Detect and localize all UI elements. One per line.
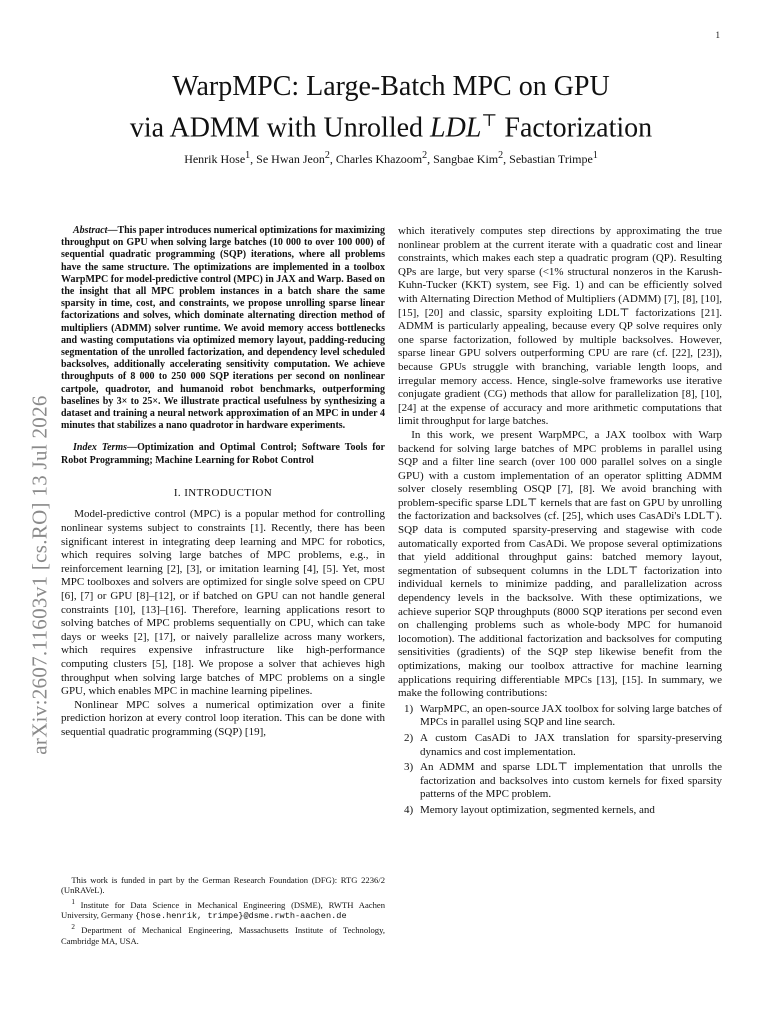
author-affiliation: 2	[498, 150, 504, 161]
intro-paragraph-2: Nonlinear MPC solves a numerical optimization over a finite prediction horizon at every control loop iteration. This can be done with sequential quadratic programming (SQP) [19],	[61, 698, 385, 738]
title-line-2	[0, 104, 782, 145]
footnotes	[61, 875, 385, 947]
list-item-text: Memory layout optimization, segmented kernels, and	[420, 803, 655, 816]
author-list: Henrik Hose$^1$, Se Hwan Jeon$^2$, Charles Khazoom$^2$, Sangbae Kim$^2$, Sebastian Trimpe$^1$	[184, 150, 598, 166]
author-name: Charles Khazoom	[335, 152, 423, 166]
list-item	[398, 761, 722, 802]
page-number: 1	[715, 30, 720, 40]
abstract-lead: Abstract	[73, 225, 108, 236]
footnote-email[interactable]: {hose.henrik, trimpe}@dsme.rwth-aachen.de	[135, 911, 347, 922]
section-heading-introduction: I. INTRODUCTION	[173, 486, 273, 499]
right-column	[398, 225, 722, 820]
footnote-mark: 2	[71, 923, 75, 932]
author-affiliation: 2	[324, 150, 330, 161]
title-line-1: WarpMPC: Large-Batch MPC on GPU	[172, 71, 610, 102]
arxiv-stamp	[20, 375, 60, 775]
list-item-text: An ADMM and sparse LDL⊤ implementation that unrolls the factorization and backsolves into custom kernels for fixed sparsity patterns of the MPC problem.	[420, 761, 722, 801]
arxiv-id: arXiv:2607.11603v1 [cs.RO] 13 Jul 2026	[27, 395, 52, 755]
title-line-2-post: Factorization	[497, 112, 653, 144]
abstract	[61, 225, 385, 432]
author-name: Sebastian Trimpe	[509, 152, 593, 166]
author-affiliation: 1	[245, 150, 251, 161]
contribution-list	[398, 703, 722, 818]
list-item	[398, 804, 722, 818]
footnote-mark: 1	[71, 897, 75, 906]
right-paragraph-1: which iteratively computes step directions by approximating the true nonlinear problem at the current iterate with a quadratic cost and linear constraints, which makes each step a quadratic program (QP). Resulting QPs are large, but very sparse (<1% structural nonzeros in the Karush-Kuhn-Tucker (KKT) system, see Fig. 1) and can be efficiently solved with Alternating Direction Method of Multipliers (ADMM) [7], [8], [10], [15], [20] and classic, sparsity exploiting LDL⊤ factorizations [21]. ADMM is particularly appealing, because every QP solve requires only one sparse factorization, followed by multiple backsolves. However, sparse linear GPU solvers outperforming CPU are rare (cf. [22], [23]), because GPUs struggle with branching, variable length loops, and irregular memory access. Hence, single-solve frameworks use iterative conjugate gradient (CG) methods that allow for parallelization [8], [10], [24] at the expense of accuracy and more arithmetic computations that limit throughput for large batches.	[398, 225, 722, 428]
list-item-text: WarpMPC, an open-source JAX toolbox for solving large batches of MPCs in parallel using SQP and line search.	[420, 702, 722, 729]
list-item-number: 2)	[404, 731, 414, 744]
index-terms	[61, 442, 385, 466]
footnote-affiliation-1-text: Institute for Data Science in Mechanical Engineering (DSME), RWTH Aachen University, Germany	[61, 899, 385, 921]
footnote-funding: This work is funded in part by the German Research Foundation (DFG): RTG 2236/2 (UnRAVeL).	[61, 875, 385, 896]
title-math: LDL	[430, 112, 482, 144]
list-item	[398, 732, 722, 759]
paper-title	[0, 70, 782, 145]
footnote-affiliation-2	[61, 922, 385, 946]
author-name: Henrik Hose	[184, 152, 246, 166]
list-item-number: 4)	[404, 803, 414, 816]
index-terms-lead: Index Terms	[73, 442, 128, 454]
footnote-affiliation-1	[61, 897, 385, 922]
author-affiliation: 2	[422, 150, 428, 161]
title-line-2-pre: via ADMM with Unrolled	[129, 112, 431, 144]
intro-paragraph-1: Model-predictive control (MPC) is a popular method for controlling nonlinear systems subject to constraints [1]. Recently, there has been significant interest in integrating deep learning and MPC for robotics, which requires solving large batches of MPC problems, e.g., in reinforcement learning [2], [3], or imitation learning [4], [5]. Yet, most MPC toolboxes and solvers are optimized for single solve speed on CPU [6], [7] or GPU [8]–[12], or if batched on GPU can not handle general constraints [10], [13]–[16]. Therefore, learning applications resort to solving batches of MPC problems sequentially on CPU, which can take days or weeks [2], [17], or naively parallelize across many workers, which requires expensive infrastructure like high-performance computing clusters [5], [18]. We propose a solver that achieves high throughput when solving large batches of MPC problems on a single GPU, which enables MPC in machine learning pipelines.	[61, 508, 385, 698]
abstract-text: —This paper introduces numerical optimizations for maximizing throughput on GPU when solving large batches (10 000 to over 100 000) of sequential quadratic programming (SQP) iterations, where all problems have the same structure. The optimizations are implemented in a toolbox WarpMPC for model-predictive control (MPC) in JAX and Warp. Based on the insight that all MPC problem instances in a batch share the same sparsity in time, cost, and constraints, we propose unrolling sparse linear factorizations and solves, which dominate alternating direction method of multipliers (ADMM) solver runtime. We avoid memory access bottlenecks and wasting computations via optimized memory layout, padding-reducing segmentation of the unrolled factorization, and dependency level scheduled backsolves, additionally accelerating sensitivity computation. We achieve throughputs of 8 000 to 250 000 SQP iterations per second on nonlinear cartpole, quadrotor, and humanoid robot benchmarks, outperforming baselines by 3× to 25×. We illustrate practical usefulness by synthesizing a dataset and training a neural network approximation of an MPC in under 4 minutes that stabilizes a nano quadrotor in hardware experiments.	[61, 225, 385, 432]
author-name: Se Hwan Jeon	[256, 152, 325, 166]
author-name: Sangbae Kim	[433, 152, 499, 166]
list-item-number: 1)	[404, 702, 414, 715]
right-paragraph-2: In this work, we present WarpMPC, a JAX toolbox with Warp backend for solving large batches of MPC problems in parallel using SQP and a filter line search (over 100 000 parallel solves on a single GPU) with a custom implementation of an operator splitting ADMM solver closely resembling OSQP [7], [8]. We avoid branching with problem-specific sparse LDL⊤ kernels that are fast on GPU by unrolling the factorization and backsolves (cf. [25], which uses CasADi's LDL⊤). SQP data is computed sparsity-preserving and stagewise with code automatically exported from CasADi. We propose several optimizations that yield additional throughput gains: batched memory layout, segmentation of subsequent columns in the LDL⊤ factorization into individual kernels to minimize padding, and parallelization across dependency levels in the backsolve. With these optimizations, we achieve superior SQP throughputs (8000 SQP iterations per second even on challenging problems such as whole-body MPC for humanoid locomotion). The additional factorization and backsolves for computing sensitivities (gradients) of the SQP step likewise benefit from the optimizations, making our toolbox attractive for machine learning applications requiring differentiable MPCs [13], [15]. In summary, we make the following contributions:	[398, 428, 722, 700]
author-affiliation: 1	[592, 150, 598, 161]
index-terms-text: —Optimization and Optimal Control; Software Tools for Robot Programming; Machine Learning for Robot Control	[61, 442, 385, 466]
title-math-sup: ⊤	[481, 111, 498, 130]
list-item	[398, 703, 722, 730]
footnote-affiliation-2-text: Department of Mechanical Engineering, Massachusetts Institute of Technology, Cambridge MA, USA.	[61, 925, 385, 946]
list-item-text: A custom CasADi to JAX translation for sparsity-preserving dynamics and cost implementation.	[420, 731, 722, 758]
list-item-number: 3)	[404, 761, 414, 774]
left-column	[61, 225, 385, 740]
